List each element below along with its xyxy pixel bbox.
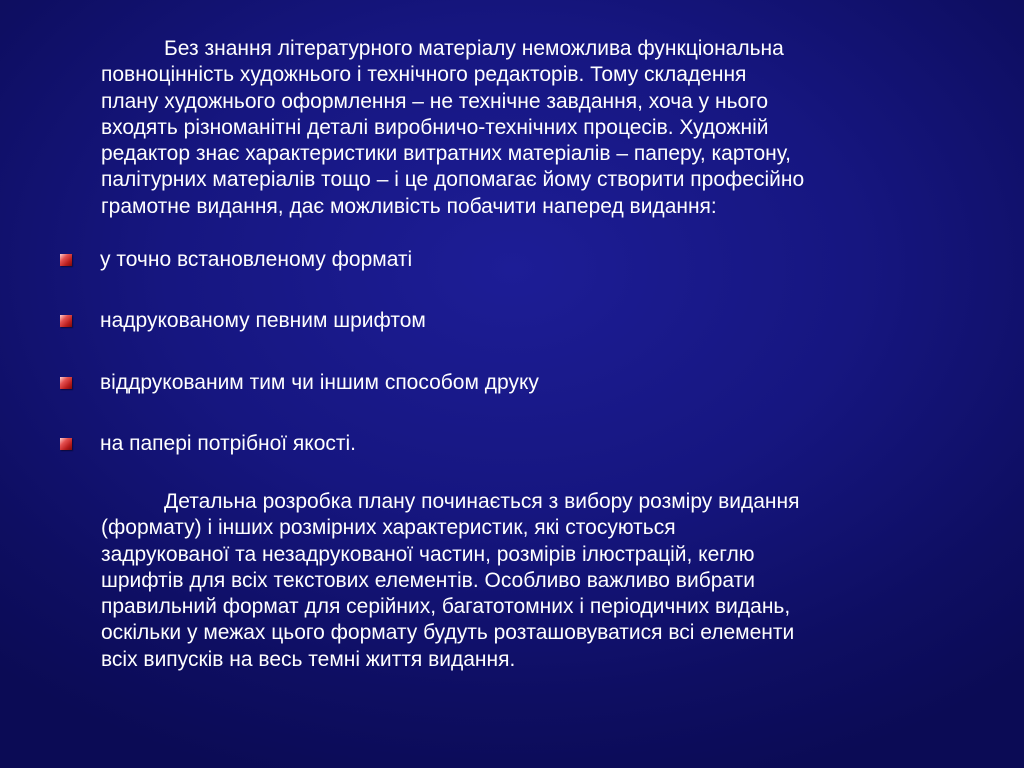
square-bullet-icon <box>60 315 72 327</box>
bullet-item <box>60 307 760 335</box>
paragraph-line: всіх випусків на весь темні життя видання. <box>101 647 516 671</box>
bullet-text: у точно встановленому форматі <box>100 248 413 271</box>
detail-paragraph <box>101 489 971 673</box>
paragraph-line: входять різноманітні деталі виробничо-технічних процесів. Художній <box>101 115 769 139</box>
square-bullet-icon <box>60 438 72 450</box>
intro-paragraph <box>101 36 971 220</box>
square-bullet-icon <box>60 377 72 389</box>
paragraph-line: оскільки у межах цього формату будуть розташовуватися всі елементи <box>101 621 795 645</box>
paragraph-line: (формату) і інших розмірних характеристик, які стосуються <box>101 516 676 540</box>
square-bullet-icon <box>60 254 72 266</box>
bullet-text: на папері потрібної якості. <box>100 432 357 455</box>
paragraph-line: редактор знає характеристики витратних матеріалів – паперу, картону, <box>101 142 791 166</box>
paragraph-line: Без знання літературного матеріалу неможлива функціональна <box>164 37 784 60</box>
paragraph-line: плану художнього оформлення – не технічне завдання, хоча у нього <box>101 89 769 113</box>
paragraph-line: шрифтів для всіх текстових елементів. Особливо важливо вибрати <box>101 568 755 592</box>
bullet-item <box>60 430 760 458</box>
paragraph-line: правильний формат для серійних, багатотомних і періодичних видань, <box>101 595 791 619</box>
bullet-text: віддрукованим тим чи іншим способом друку <box>100 371 539 394</box>
paragraph-line: палітурних матеріалів тощо – і це допомагає йому створити професійно <box>101 168 805 192</box>
paragraph-line: повноцінність художнього і технічного редакторів. Тому складення <box>101 63 747 87</box>
bullet-text: надрукованому певним шрифтом <box>100 309 426 332</box>
bullet-item <box>60 369 760 397</box>
paragraph-line: Детальна розробка плану починається з вибору розміру видання <box>164 490 800 513</box>
bullet-item <box>60 246 760 274</box>
paragraph-line: задрукованої та незадрукованої частин, розмірів ілюстрацій, кеглю <box>101 542 755 566</box>
paragraph-line: грамотне видання, дає можливість побачити наперед видання: <box>101 194 717 218</box>
